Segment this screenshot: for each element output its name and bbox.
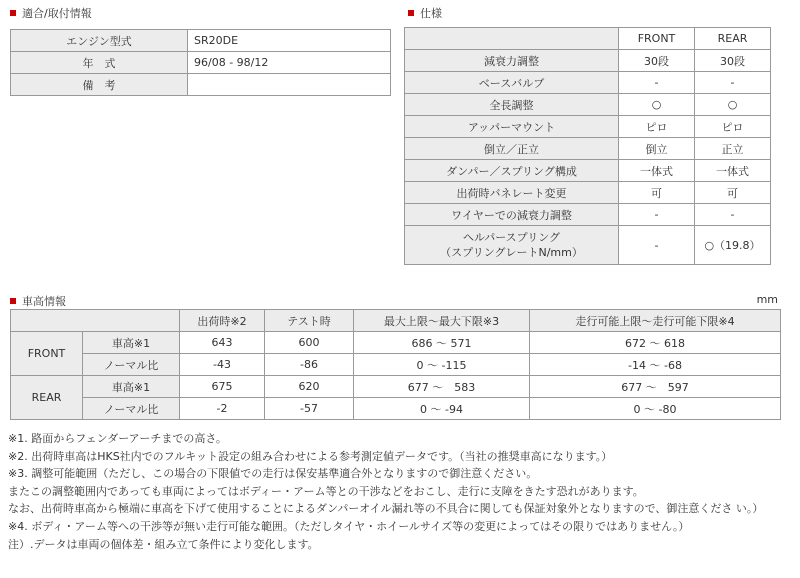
cell: 677 ～ 597 bbox=[530, 376, 781, 398]
fit-label: 年 式 bbox=[11, 52, 188, 74]
spec-header-front: FRONT bbox=[619, 28, 695, 50]
bullet-square-icon bbox=[408, 10, 414, 16]
spec-header-blank bbox=[405, 28, 619, 50]
cell: 0 ～ -94 bbox=[354, 398, 530, 420]
spec-label: 倒立／正立 bbox=[405, 138, 619, 160]
spec-front: - bbox=[619, 226, 695, 265]
spec-front: 30段 bbox=[619, 50, 695, 72]
spec-rear: - bbox=[695, 204, 771, 226]
group-front-label: FRONT bbox=[11, 332, 83, 376]
group-rear-label: REAR bbox=[11, 376, 83, 420]
row-label: 車高※1 bbox=[83, 376, 180, 398]
spec-label: アッパーマウント bbox=[405, 116, 619, 138]
cell: 675 bbox=[180, 376, 265, 398]
spec-rear: 正立 bbox=[695, 138, 771, 160]
note-line: ※4. ボディ・アーム等への干渉等が無い走行可能な範囲。（ただしタイヤ・ホイールサイズ等の変更によってはその限りではありません。） bbox=[8, 519, 690, 533]
fit-label: 備 考 bbox=[11, 74, 188, 96]
table-row bbox=[405, 182, 771, 204]
cell: 0 ～ -115 bbox=[354, 354, 530, 376]
note-line: またこの調整範囲内であっても車両によってはボディー・アーム等との干渉などをおこし、走行に支障をきたす恐れがあります。 bbox=[8, 484, 644, 498]
table-row bbox=[11, 398, 781, 420]
cell: 686 ～ 571 bbox=[354, 332, 530, 354]
cell: -86 bbox=[265, 354, 354, 376]
row-label: ノーマル比 bbox=[83, 398, 180, 420]
spec-rear: ○ bbox=[695, 94, 771, 116]
table-row bbox=[405, 72, 771, 94]
notes bbox=[8, 430, 798, 553]
spec-label: ワイヤーでの減衰力調整 bbox=[405, 204, 619, 226]
cell: -2 bbox=[180, 398, 265, 420]
cell: -14 ～ -68 bbox=[530, 354, 781, 376]
table-header-row bbox=[11, 310, 781, 332]
spec-rear: ○（19.8） bbox=[695, 226, 771, 265]
table-row bbox=[405, 50, 771, 72]
table-row bbox=[405, 204, 771, 226]
spec-rear: 可 bbox=[695, 182, 771, 204]
table-row bbox=[11, 74, 391, 96]
table-row bbox=[405, 160, 771, 182]
spec-front: 一体式 bbox=[619, 160, 695, 182]
table-row bbox=[405, 94, 771, 116]
spec-front: - bbox=[619, 72, 695, 94]
unit-label: mm bbox=[756, 293, 778, 306]
height-section-title: 車高情報 bbox=[10, 293, 66, 309]
spec-front: - bbox=[619, 204, 695, 226]
height-header-max: 最大上限～最大下限※3 bbox=[354, 310, 530, 332]
fit-section-title: 適合/取付情報 bbox=[10, 5, 92, 21]
spec-rear: 一体式 bbox=[695, 160, 771, 182]
cell: 672 ～ 618 bbox=[530, 332, 781, 354]
cell: 677 ～ 583 bbox=[354, 376, 530, 398]
spec-label: 減衰力調整 bbox=[405, 50, 619, 72]
table-row bbox=[11, 52, 391, 74]
table-row bbox=[11, 376, 781, 398]
table-row bbox=[11, 354, 781, 376]
fit-value: SR20DE bbox=[188, 30, 391, 52]
note-line: ※1. 路面からフェンダーアーチまでの高さ。 bbox=[8, 432, 227, 445]
spec-rear: ピロ bbox=[695, 116, 771, 138]
spec-helper-label-line1: ヘルパースプリング bbox=[462, 231, 561, 244]
fit-value bbox=[188, 74, 391, 96]
height-header-test: テスト時 bbox=[265, 310, 354, 332]
fit-table bbox=[10, 29, 391, 96]
row-label: 車高※1 bbox=[83, 332, 180, 354]
fit-label: エンジン型式 bbox=[11, 30, 188, 52]
spec-label: ベースバルブ bbox=[405, 72, 619, 94]
spec-front: ○ bbox=[619, 94, 695, 116]
spec-section-title: 仕様 bbox=[408, 5, 442, 21]
table-header-row bbox=[405, 28, 771, 50]
spec-front: 倒立 bbox=[619, 138, 695, 160]
spec-label: ダンパー／スプリング構成 bbox=[405, 160, 619, 182]
cell: -57 bbox=[265, 398, 354, 420]
table-row bbox=[11, 332, 781, 354]
cell: 0 ～ -80 bbox=[530, 398, 781, 420]
spec-helper-label bbox=[405, 226, 619, 265]
table-row bbox=[405, 138, 771, 160]
note-line: ※3. 調整可能範囲（ただし、この場合の下限値での走行は保安基準適合外となりますので御注意ください。 bbox=[8, 467, 538, 481]
spec-helper-label-line2: （スプリングレートN/mm） bbox=[440, 246, 583, 259]
height-header-ship: 出荷時※2 bbox=[180, 310, 265, 332]
table-row bbox=[405, 226, 771, 265]
spec-rear: 30段 bbox=[695, 50, 771, 72]
table-row bbox=[405, 116, 771, 138]
cell: -43 bbox=[180, 354, 265, 376]
bullet-square-icon bbox=[10, 298, 16, 304]
cell: 620 bbox=[265, 376, 354, 398]
cell: 600 bbox=[265, 332, 354, 354]
fit-value: 96/08 - 98/12 bbox=[188, 52, 391, 74]
row-label: ノーマル比 bbox=[83, 354, 180, 376]
note-line: なお、出荷時車高から極端に車高を下げて使用することによるダンパーオイル漏れ等の不具合に関しても保証対象外となりますので、御注意くださ い。） bbox=[8, 502, 764, 516]
height-header-drivable: 走行可能上限～走行可能下限※4 bbox=[530, 310, 781, 332]
height-table bbox=[10, 309, 781, 420]
bullet-square-icon bbox=[10, 10, 16, 16]
table-row bbox=[11, 30, 391, 52]
cell: 643 bbox=[180, 332, 265, 354]
height-header-blank bbox=[11, 310, 180, 332]
note-line: 注）.データは車両の個体差・組み立て条件により変化します。 bbox=[8, 537, 319, 551]
spec-label: 全長調整 bbox=[405, 94, 619, 116]
spec-header-rear: REAR bbox=[695, 28, 771, 50]
spec-front: ピロ bbox=[619, 116, 695, 138]
spec-table bbox=[404, 27, 771, 265]
note-line: ※2. 出荷時車高はHKS社内でのフルキット設定の組み合わせによる参考測定値データです。（当社の推奨車高になります。） bbox=[8, 449, 613, 463]
spec-label: 出荷時バネレート変更 bbox=[405, 182, 619, 204]
spec-front: 可 bbox=[619, 182, 695, 204]
spec-rear: - bbox=[695, 72, 771, 94]
